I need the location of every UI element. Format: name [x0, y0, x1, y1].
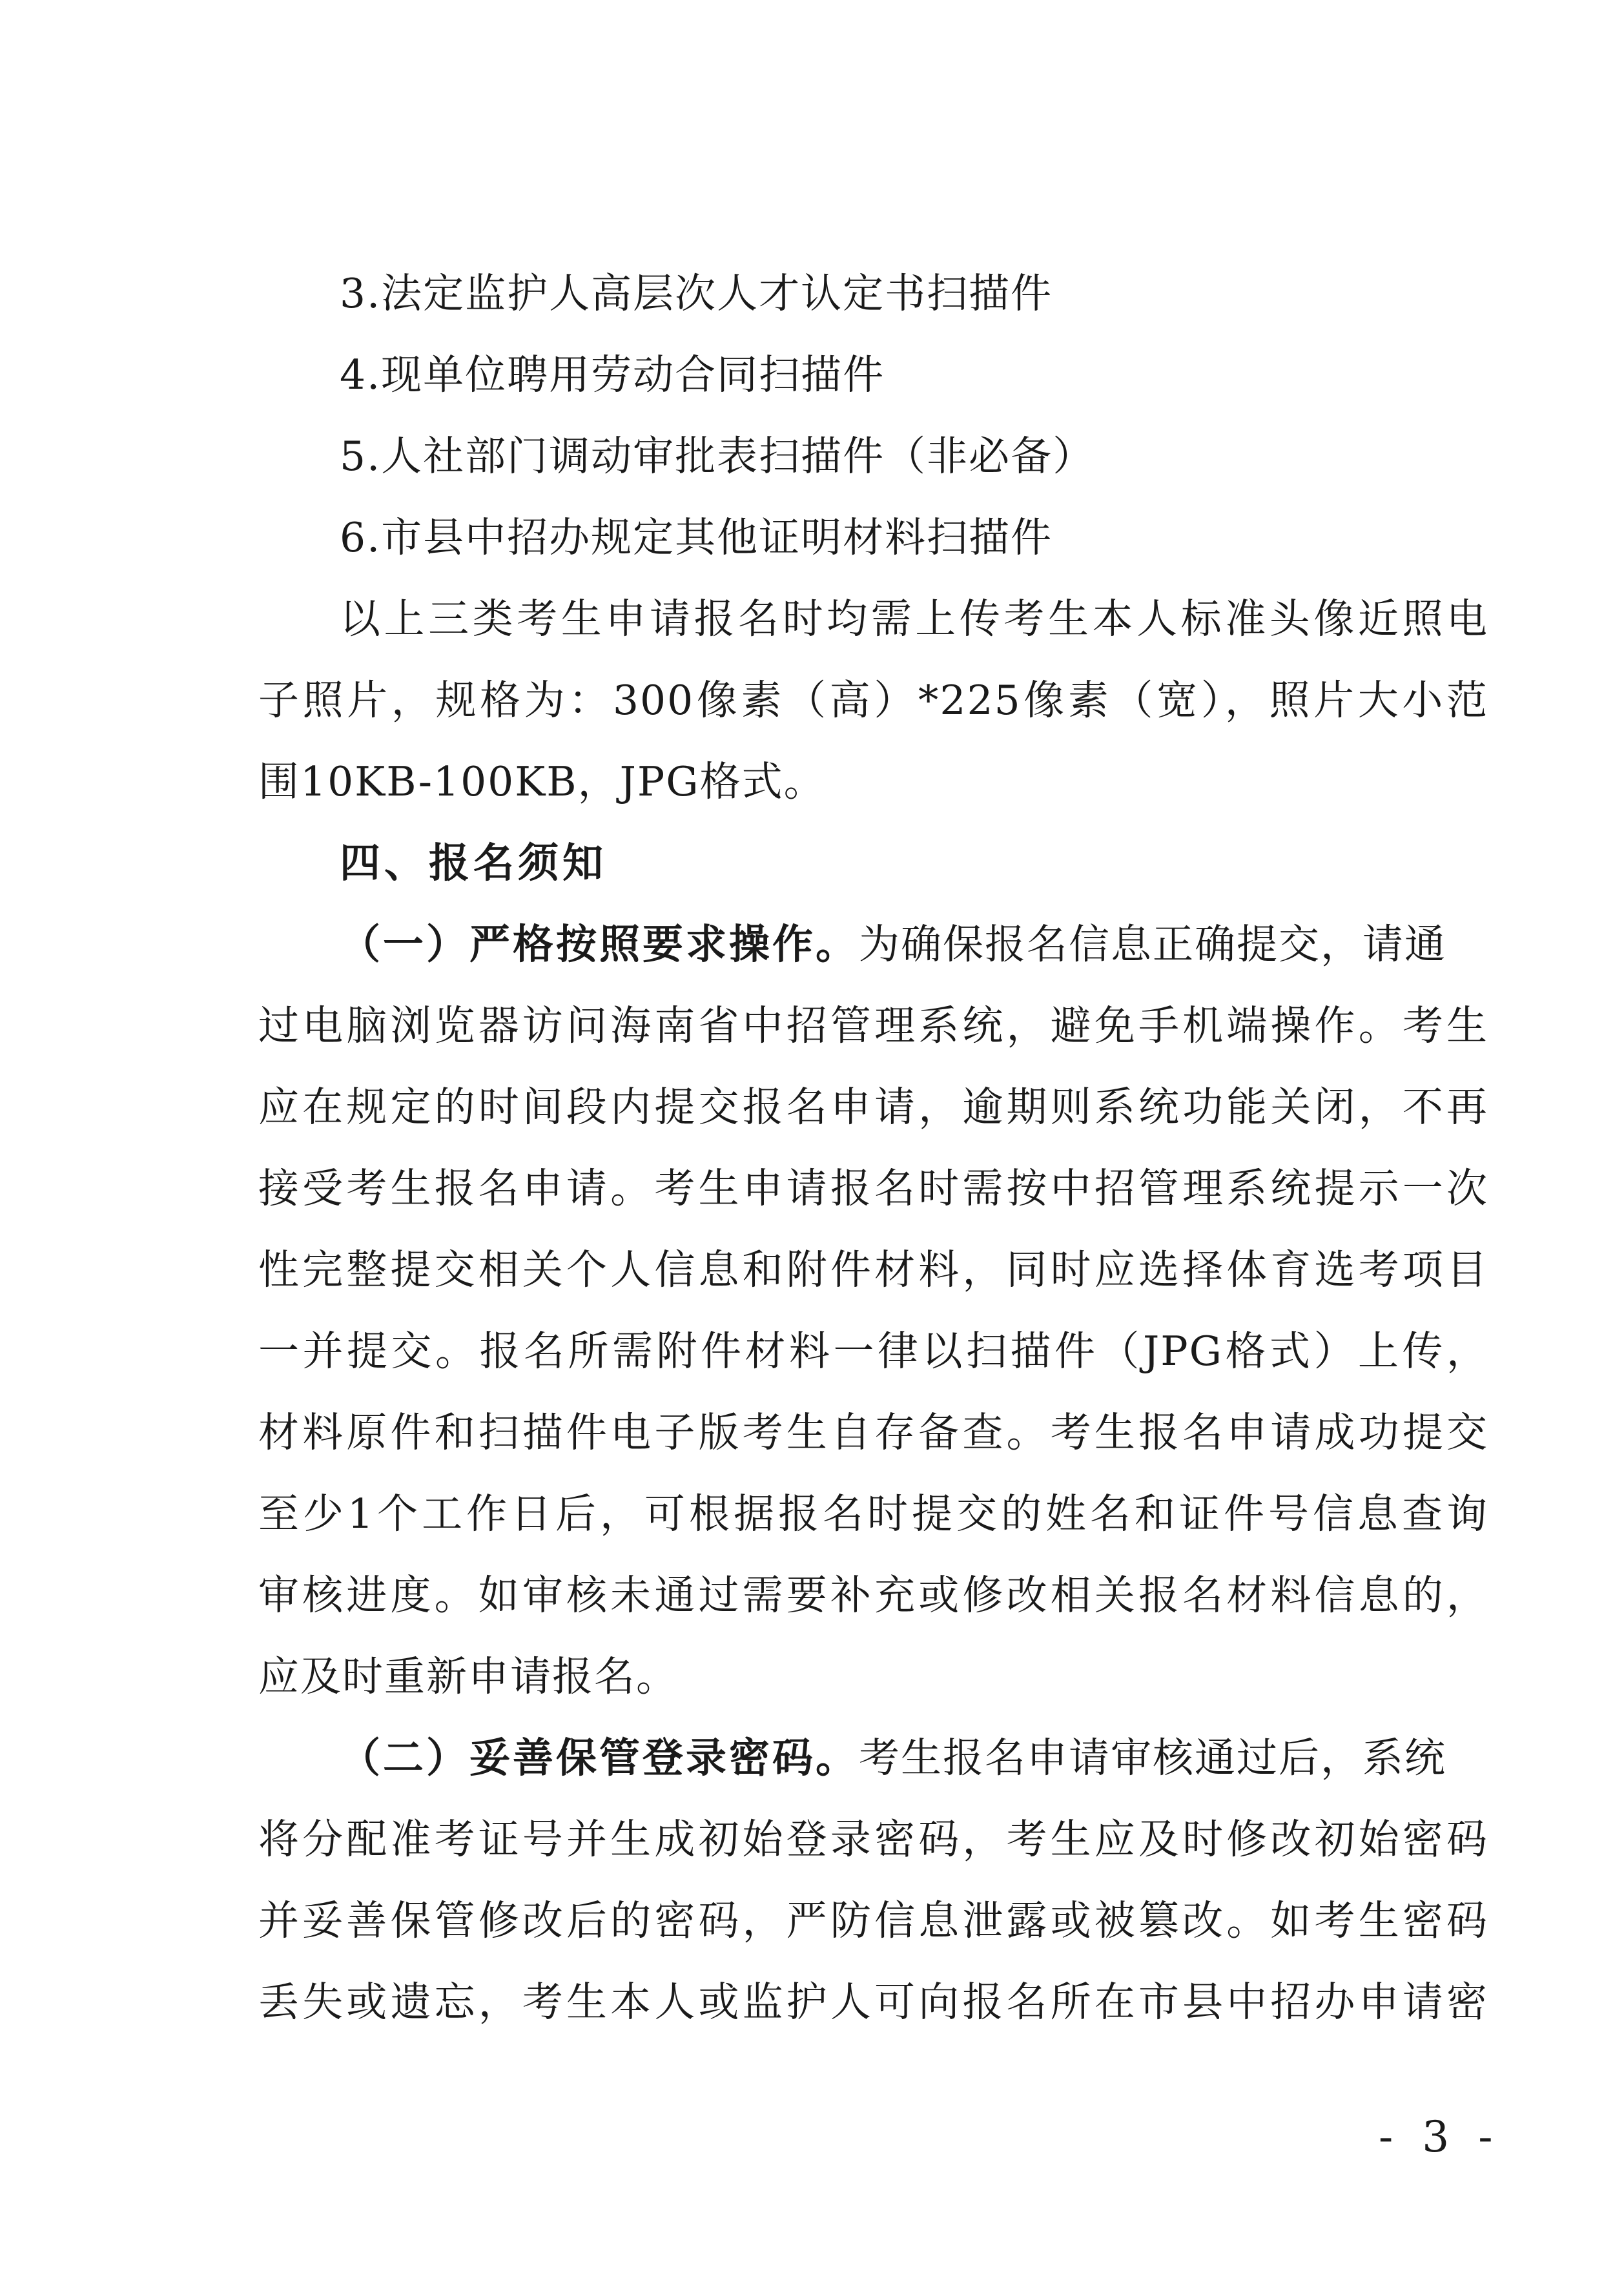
photo-paragraph-line: 围10KB-100KB，JPG格式。: [258, 758, 826, 805]
section1-line: 过电脑浏览器访问海南省中招管理系统，避免手机端操作。考生: [258, 1002, 1488, 1049]
photo-paragraph-line: 子照片，规格为：300像素（高）*225像素（宽），照片大小范: [258, 677, 1488, 724]
section1-line: 应及时重新申请报名。: [258, 1653, 678, 1700]
list-item: 5.人社部门调动审批表扫描件（非必备）: [340, 433, 1095, 480]
section1-line: 接受考生报名申请。考生申请报名时需按中招管理系统提示一次: [258, 1165, 1488, 1212]
list-item: 3.法定监护人高层次人才认定书扫描件: [340, 270, 1053, 317]
section2-line: 并妥善保管修改后的密码，严防信息泄露或被篡改。如考生密码: [258, 1897, 1488, 1944]
section2-first-line: [258, 1718, 1488, 1799]
section1-first-line: [258, 904, 1488, 985]
list-item: 6.市县中招办规定其他证明材料扫描件: [340, 514, 1053, 561]
section1-line: 应在规定的时间段内提交报名申请，逾期则系统功能关闭，不再: [258, 1084, 1488, 1131]
photo-paragraph-line: 以上三类考生申请报名时均需上传考生本人标准头像近照电: [340, 595, 1488, 642]
section1-line: 性完整提交相关个人信息和附件材料，同时应选择体育选考项目: [258, 1246, 1488, 1293]
section1-line: 一并提交。报名所需附件材料一律以扫描件（JPG格式）上传，: [258, 1328, 1488, 1375]
section2-title: （二）妥善保管登录密码。: [340, 1734, 859, 1782]
section2-first-line-text: 考生报名申请审核通过后，系统: [859, 1734, 1446, 1782]
section2-line: 丢失或遗忘，考生本人或监护人可向报名所在市县中招办申请密: [258, 1978, 1488, 2026]
section1-line: 至少1个工作日后，可根据报名时提交的姓名和证件号信息查询: [258, 1490, 1488, 1537]
section1-line: 审核进度。如审核未通过需要补充或修改相关报名材料信息的，: [258, 1572, 1488, 1619]
section2-line: 将分配准考证号并生成初始登录密码，考生应及时修改初始密码: [258, 1816, 1488, 1863]
section1-title: （一）严格按照要求操作。: [340, 921, 859, 968]
list-item: 4.现单位聘用劳动合同扫描件: [340, 351, 885, 398]
section1-first-line-text: 为确保报名信息正确提交，请通: [859, 921, 1446, 968]
page-number: - 3 -: [1379, 2112, 1501, 2162]
document-body: [258, 253, 1488, 2043]
section-heading: 四、报名须知: [340, 839, 607, 887]
section1-line: 材料原件和扫描件电子版考生自存备查。考生报名申请成功提交: [258, 1409, 1488, 1456]
